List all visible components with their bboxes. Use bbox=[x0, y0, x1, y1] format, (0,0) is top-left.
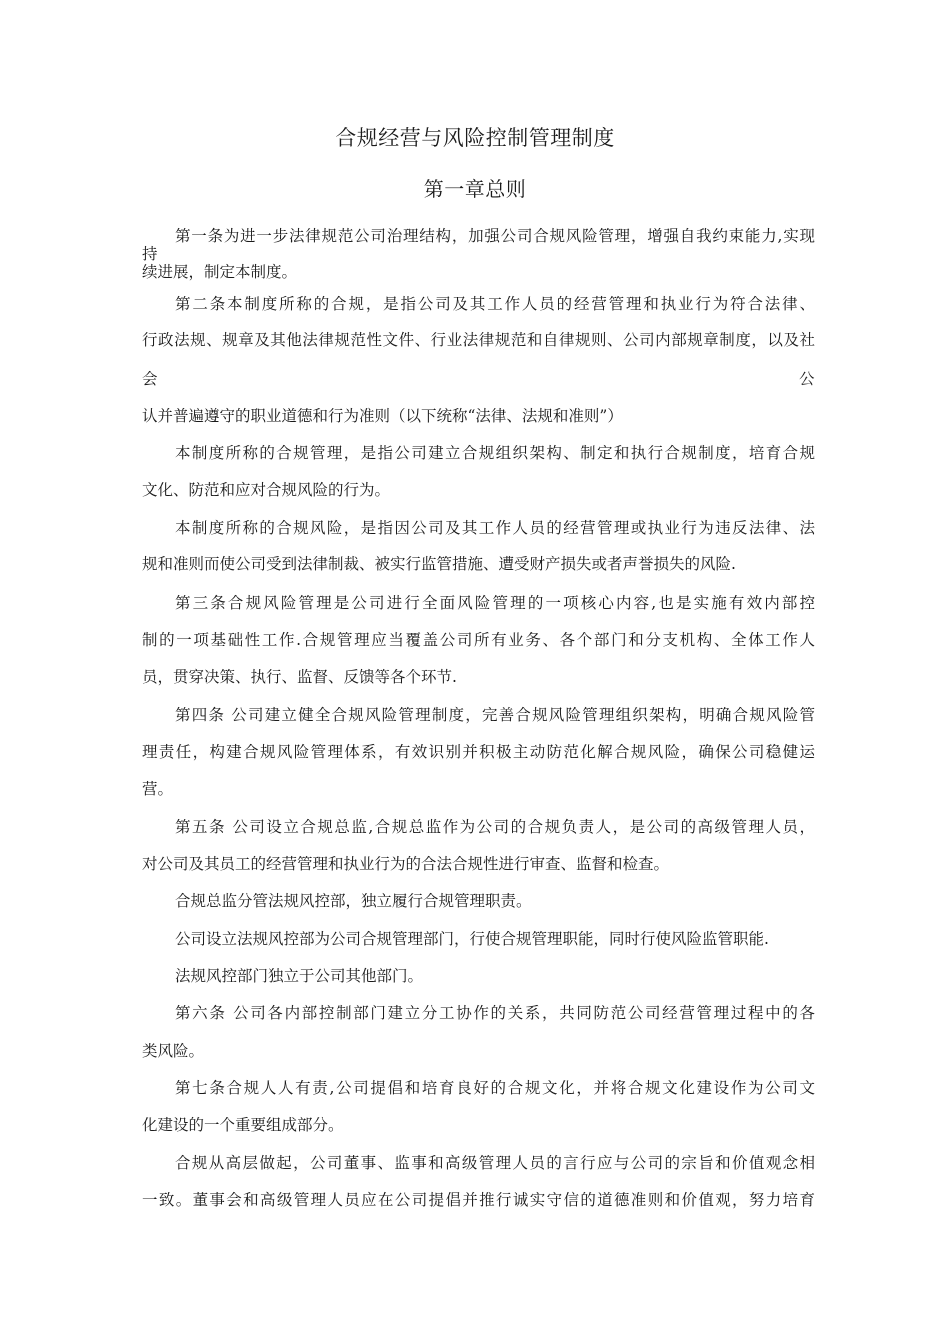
text-line: 第一条为进一步法律规范公司治理结构，加强公司合规风险管理，增强自我约束能力,实现 bbox=[175, 227, 815, 245]
text-line: 员，贯穿决策、执行、监督、反馈等各个环节. bbox=[142, 668, 457, 686]
text-line: 理责任，构建合规风险管理体系，有效识别并积极主动防范化解合规风险，确保公司稳健运 bbox=[142, 743, 815, 761]
text-line: 公司设立法规风控部为公司合规管理部门，行使合规管理职能，同时行使风险监管职能. bbox=[175, 930, 769, 948]
text-line: 本制度所称的合规风险，是指因公司及其工作人员的经营管理或执业行为违反法律、法 bbox=[175, 519, 815, 537]
text-line: 第三条合规风险管理是公司进行全面风险管理的一项核心内容,也是实施有效内部控 bbox=[175, 594, 815, 612]
text-line: 本制度所称的合规管理，是指公司建立合规组织架构、制定和执行合规制度，培育合规 bbox=[175, 444, 815, 462]
text-line: 对公司及其员工的经营管理和执业行为的合法合规性进行审查、监督和检查。 bbox=[142, 855, 670, 873]
text-line: 规和准则而使公司受到法律制裁、被实行监管措施、遭受财产损失或者声誉损失的风险. bbox=[142, 555, 736, 573]
document-title: 合规经营与风险控制管理制度 bbox=[335, 126, 615, 150]
text-line: 类风险。 bbox=[142, 1042, 205, 1060]
text-line: 合规总监分管法规风控部，独立履行合规管理职责。 bbox=[175, 892, 532, 910]
text-line: 第五条 公司设立合规总监,合规总监作为公司的合规负责人，是公司的高级管理人员， bbox=[175, 818, 815, 836]
text-line: 第四条 公司建立健全合规风险管理制度，完善合规风险管理组织架构，明确合规风险管 bbox=[175, 706, 815, 724]
text-line: 化建设的一个重要组成部分。 bbox=[142, 1116, 344, 1134]
text-line: 制的一项基础性工作.合规管理应当覆盖公司所有业务、各个部门和分支机构、全体工作人 bbox=[142, 631, 815, 649]
text-line: 公 bbox=[799, 370, 815, 388]
text-line: 行政法规、规章及其他法律规范性文件、行业法律规范和自律规则、公司内部规章制度，以及社 bbox=[142, 331, 815, 349]
text-line: 文化、防范和应对合规风险的行为。 bbox=[142, 481, 391, 499]
text-line: 会 bbox=[142, 370, 158, 388]
text-line: 合规从高层做起，公司董事、监事和高级管理人员的言行应与公司的宗旨和价值观念相 bbox=[175, 1154, 815, 1172]
text-line: 持 bbox=[142, 245, 158, 263]
text-line: 第六条 公司各内部控制部门建立分工协作的关系，共同防范公司经营管理过程中的各 bbox=[175, 1004, 815, 1022]
chapter-heading: 第一章总则 bbox=[423, 177, 527, 201]
text-line: 一致。董事会和高级管理人员应在公司提倡并推行诚实守信的道德准则和价值观，努力培育 bbox=[142, 1191, 815, 1209]
text-line: 续进展，制定本制度。 bbox=[142, 263, 298, 281]
text-line: 认并普遍遵守的职业道德和行为准则（以下统称“法律、法规和准则”） bbox=[142, 407, 623, 425]
text-line: 法规风控部门独立于公司其他部门。 bbox=[175, 967, 424, 985]
text-line: 营。 bbox=[142, 780, 174, 798]
text-line: 第二条本制度所称的合规，是指公司及其工作人员的经营管理和执业行为符合法律、 bbox=[175, 295, 815, 313]
text-line: 第七条合规人人有责,公司提倡和培育良好的合规文化，并将合规文化建设作为公司文 bbox=[175, 1079, 815, 1097]
